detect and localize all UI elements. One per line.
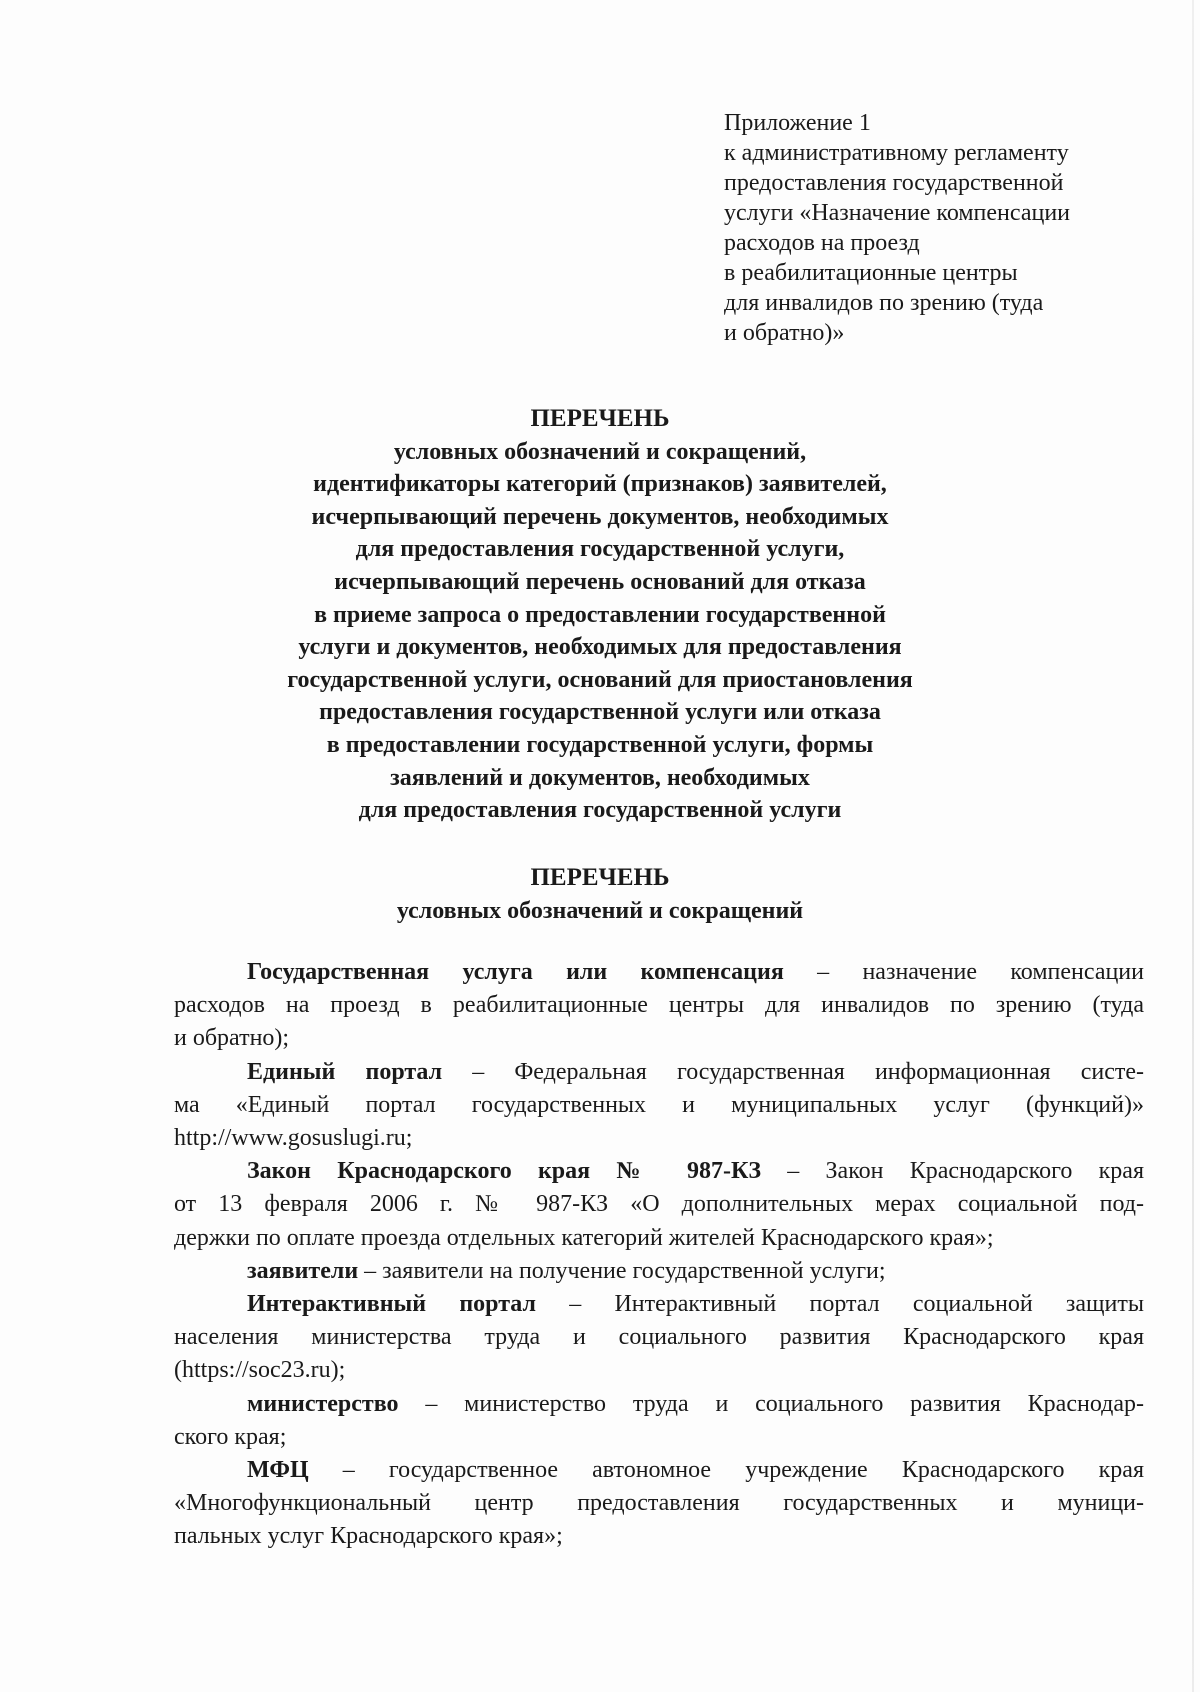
definition-term: Единый портал [247,1058,443,1085]
definition-term: Государственная услуга или компенсация [247,959,784,985]
main-title-line: услуги и документов, необходимых для предоставления [298,634,902,661]
definition-text: – Интерактивный портал социальной защиты [535,1291,1144,1318]
appendix-line: для инвалидов по зрению (туда [724,290,1044,316]
main-title-line: предоставления государственной услуги или отказа [319,699,881,726]
definition-term: Закон Краснодарского края № 987-КЗ [247,1158,762,1185]
definition-first-line [174,956,1144,989]
definition-term: министерство [247,1390,399,1417]
definition-line: расходов на проезд в реабилитационные центры для инвалидов по зрению (туда [174,992,1144,1019]
appendix-line: предоставления государственной [724,170,1064,196]
definition-line: http://www.gosuslugi.ru; [174,1125,413,1152]
definition-line: держки по оплате проезда отдельных категорий жителей Краснодарского края»; [174,1224,994,1251]
sub-title [170,862,1030,927]
sub-title-line: условных обозначений и сокращений [396,897,804,924]
main-title-line: исчерпывающий перечень оснований для отказа [334,568,866,595]
main-title-heading: ПЕРЕЧЕНЬ [530,405,670,432]
definition-first-line [174,1155,1144,1188]
definition-line: «Многофункциональный центр предоставления государственных и муници- [174,1490,1144,1517]
definition-first-line [174,1454,1144,1487]
definition-line: (https://soc23.ru); [174,1357,346,1384]
definition-line: ма «Единый портал государственных и муниципальных услуг (функций)» [174,1091,1144,1118]
definition-term: МФЦ [247,1457,309,1484]
appendix-line: и обратно)» [724,320,845,346]
definitions-list [174,956,1144,1554]
definition-first-line [174,1255,1144,1288]
definition-first-line [174,1288,1144,1321]
main-title-line: государственной услуги, оснований для приостановления [287,666,913,693]
definition-line: пальных услуг Краснодарского края»; [174,1523,563,1550]
definition-line: и обратно); [174,1025,290,1052]
appendix-note [724,108,1164,348]
main-title-line: идентификаторы категорий (признаков) заявителей, [313,471,887,498]
definition-first-line [174,1056,1144,1089]
definition-text: – Федеральная государственная информационная систе- [442,1058,1144,1085]
definition-text: – государственное автономное учреждение Краснодарского края [308,1457,1144,1484]
main-title-line: в предоставлении государственной услуги, формы [326,731,874,758]
appendix-line: к административному регламенту [724,140,1069,166]
scan-edge-shadow [1192,0,1194,1692]
main-title-line: заявлений и документов, необходимых [390,764,810,791]
definition-first-line [174,1388,1144,1421]
definition-line: населения министерства труда и социального развития Краснодарского края [174,1324,1144,1351]
definition-term: заявители [247,1257,359,1284]
main-title [170,403,1030,827]
definition-text: – Закон Краснодарского края [761,1158,1144,1185]
definition-text: – назначение компенсации [783,959,1144,985]
main-title-line: для предоставления государственной услуги, [355,536,845,563]
definition-text: – заявители на получение государственной услуги; [358,1257,886,1284]
definition-text: – министерство труда и социального развития Краснодар- [398,1390,1144,1417]
definition-term: Интерактивный портал [247,1291,536,1318]
main-title-line: в приеме запроса о предоставлении государственной [314,601,886,628]
sub-title-heading: ПЕРЕЧЕНЬ [530,864,670,891]
definition-line: от 13 февраля 2006 г. № 987-КЗ «О дополнительных мерах социальной под- [174,1191,1144,1218]
definition-line: ского края; [174,1423,287,1450]
appendix-line: в реабилитационные центры [724,260,1018,286]
main-title-line: исчерпывающий перечень документов, необходимых [311,503,889,530]
main-title-line: для предоставления государственной услуги [358,797,842,824]
appendix-line: расходов на проезд [724,230,920,256]
appendix-line: услуги «Назначение компенсации [724,200,1071,226]
appendix-line: Приложение 1 [724,110,871,136]
main-title-line: условных обозначений и сокращений, [393,438,807,465]
